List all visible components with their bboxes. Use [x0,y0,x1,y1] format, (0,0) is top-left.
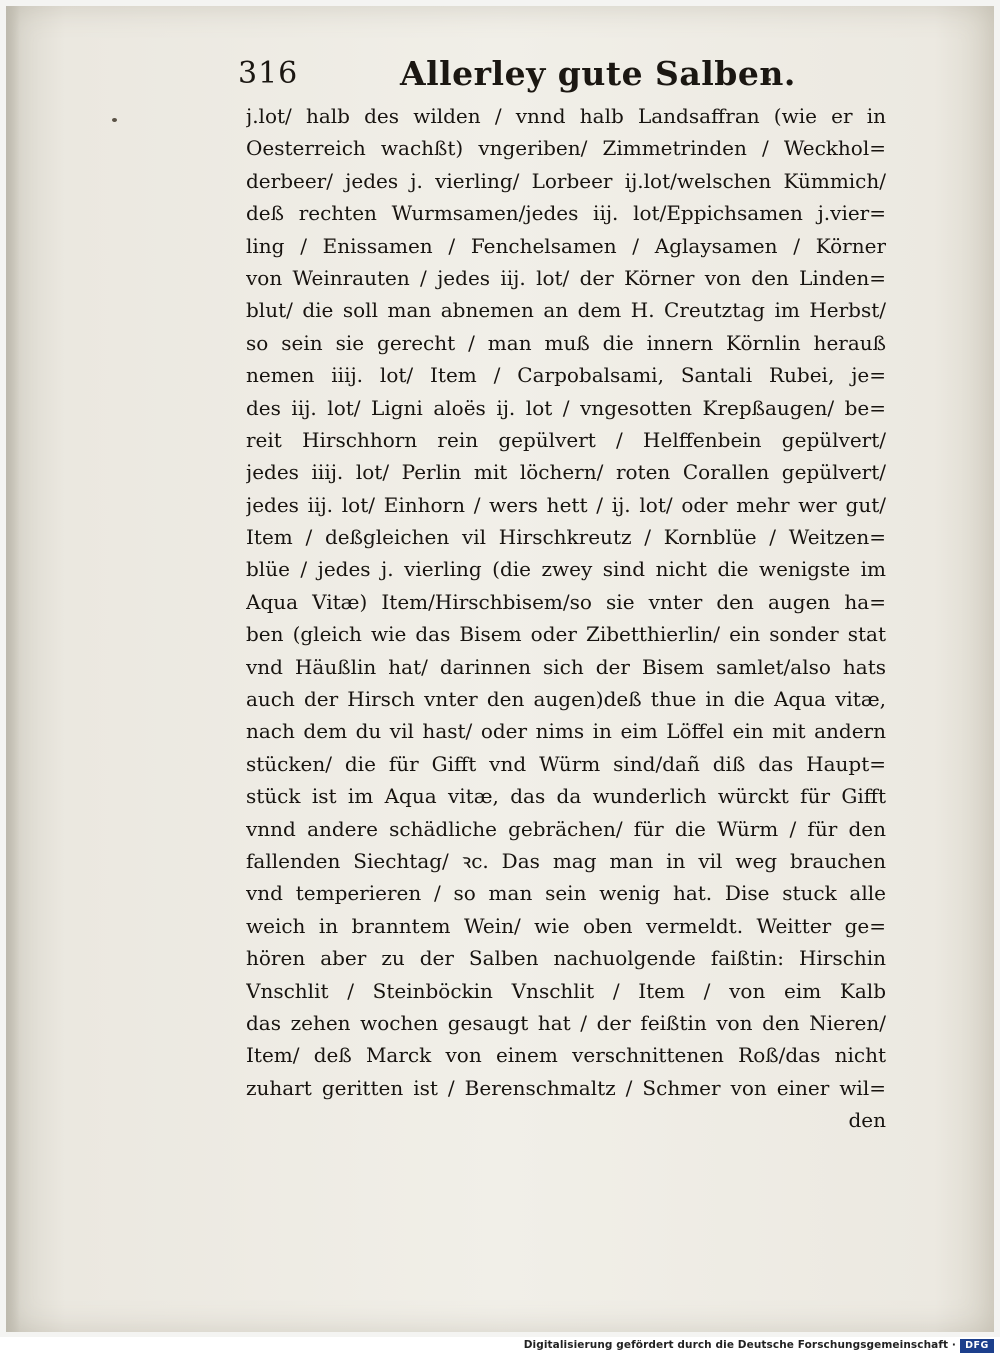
body-text-block [246,100,886,1137]
text-line: reit Hirschhorn rein gepülvert / Helffenbein gepülvert/ [246,427,886,452]
text-line: Item/ deß Marck von einem verschnittenen Roß/das nicht [246,1043,886,1068]
funding-credit: Digitalisierung gefördert durch die Deutsche Forschungsgemeinschaft · [523,1339,956,1351]
text-line: stück ist im Aqua vitæ, das da wunderlich würckt für Gifft [246,784,886,809]
text-line: deß rechten Wurmsamen/jedes iij. lot/Eppichsamen j.vier= [246,201,886,226]
text-line: j.lot/ halb des wilden / vnnd halb Landsaffran (wie er in [246,104,886,128]
dfg-logo-icon[interactable]: DFG [960,1339,994,1353]
text-line: weich in branntem Wein/ wie oben vermeldt. Weitter ge= [246,913,886,938]
text-line: derbeer/ jedes j. vierling/ Lorbeer ij.lot/welschen Kümmich/ [246,168,886,193]
text-line: vnd temperieren / so man sein wenig hat. Dise stuck alle [246,881,886,906]
text-line: nemen iiij. lot/ Item / Carpobalsami, Santali Rubei, je= [246,363,886,388]
text-line: zuhart geritten ist / Berenschmaltz / Schmer von einer wil= [246,1075,886,1100]
text-line: jedes iiij. lot/ Perlin mit löchern/ roten Corallen gepülvert/ [246,460,886,485]
text-line: vnd Häußlin hat/ darinnen sich der Bisem samlet/also hats [246,654,886,679]
text-line: des iij. lot/ Ligni aloës ij. lot / vngesotten Krepßaugen/ be= [246,395,886,420]
text-line: ben (gleich wie das Bisem oder Zibetthierlin/ ein sonder stat [246,622,886,647]
footer-bar [0,1337,1000,1357]
paper-speck [112,118,117,122]
running-title: Allerley gute Salben. [400,54,796,93]
text-line: Oesterreich wachßt) vngeriben/ Zimmetrinden / Weckhol= [246,136,886,161]
text-line: hören aber zu der Salben nachuolgende faißtin: Hirschin [246,946,886,971]
text-line: das zehen wochen gesaugt hat / der feißtin von den Nieren/ [246,1010,886,1035]
text-line: Aqua Vitæ) Item/Hirschbisem/so sie vnter den augen ha= [246,589,886,614]
text-line: vnnd andere schädliche gebrächen/ für die Würm / für den [246,816,886,841]
catchword: den [848,1108,886,1133]
text-line: nach dem du vil hast/ oder nims in eim Löffel ein mit andern [246,719,886,744]
text-line: Vnschlit / Steinböckin Vnschlit / Item / von eim Kalb [246,978,886,1003]
page-header [238,50,878,100]
text-line: jedes iij. lot/ Einhorn / wers hett / ij. lot/ oder mehr wer gut/ [246,492,886,517]
page-number: 316 [238,56,299,91]
text-line: von Weinrauten / jedes iij. lot/ der Körner von den Linden= [246,265,886,290]
text-line: fallenden Siechtag/ ꝛc. Das mag man in vil weg brauchen [246,848,886,873]
text-line: stücken/ die für Gifft vnd Würm sind/dañ diß das Haupt= [246,751,886,776]
text-line: Item / deßgleichen vil Hirschkreutz / Kornblüe / Weitzen= [246,525,886,550]
text-line: blut/ die soll man abnemen an dem H. Creutztag im Herbst/ [246,298,886,323]
text-line: blüe / jedes j. vierling (die zwey sind nicht die wenigste im [246,557,886,582]
text-line: auch der Hirsch vnter den augen)deß thue in die Aqua vitæ, [246,687,886,712]
text-line: ling / Enissamen / Fenchelsamen / Aglaysamen / Körner [246,233,886,258]
page-binding-shadow [6,6,20,1332]
text-line: so sein sie gerecht / man muß die innern Körnlin herauß [246,330,886,355]
